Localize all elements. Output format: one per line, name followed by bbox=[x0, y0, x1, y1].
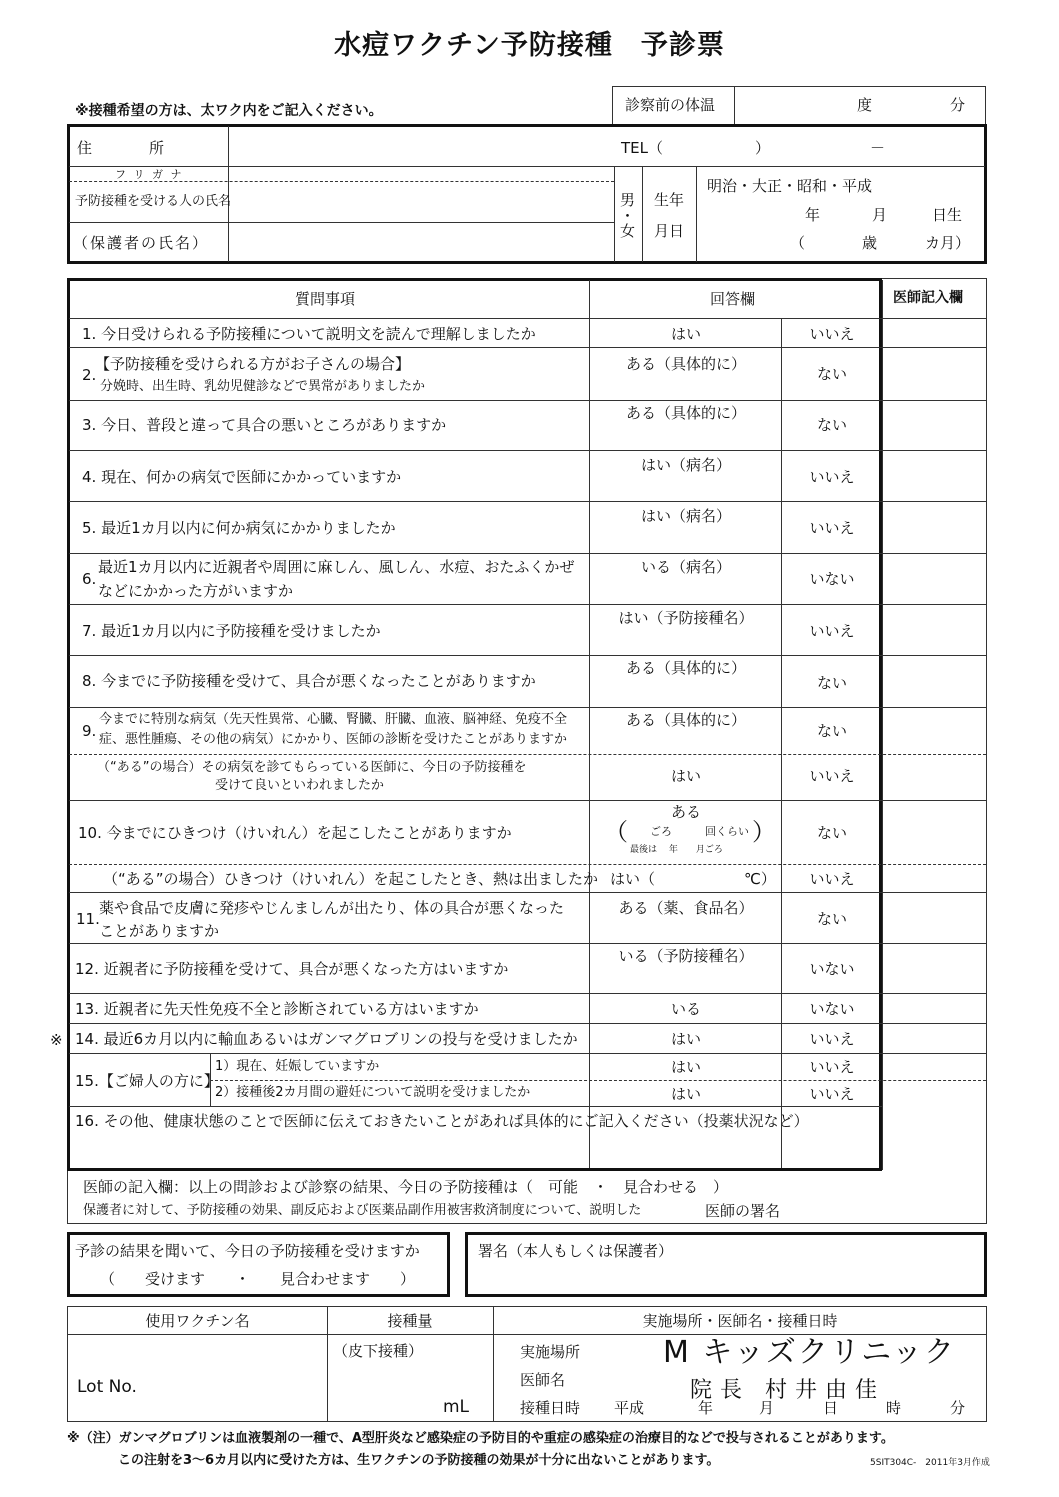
header-answer: 回答欄 bbox=[710, 290, 756, 308]
q15-2-answer-yes[interactable]: はい bbox=[670, 1085, 701, 1103]
vaccine-dose-header: 接種量 bbox=[387, 1312, 433, 1330]
q10b-answer-no[interactable]: いいえ bbox=[809, 870, 855, 888]
divider bbox=[614, 166, 615, 262]
footnote-line2: この注射を3～6カ月以内に受けた方は、生ワクチンの予防接種の効果が十分に出ないことがあります。 bbox=[118, 1453, 720, 1468]
divider bbox=[69, 166, 985, 167]
q16-text: 16. その他、健康状態のことで医師に伝えておきたいことがあれば具体的にご記入ください（投薬状況など） bbox=[75, 1112, 809, 1130]
divider bbox=[69, 707, 986, 708]
divider bbox=[882, 280, 883, 1170]
divider bbox=[69, 892, 986, 893]
form-title: 水痘ワクチン予防接種 予診票 bbox=[334, 30, 725, 61]
divider bbox=[69, 347, 986, 348]
q6-line2: などにかかった方がいますか bbox=[98, 582, 294, 600]
divider bbox=[642, 166, 643, 262]
q10-answer-no[interactable]: ない bbox=[816, 824, 847, 842]
q1-answer-no[interactable]: いいえ bbox=[809, 325, 855, 343]
divider bbox=[781, 318, 782, 1168]
q15-sub2: 2）接種後2カ月間の避妊について説明を受けましたか bbox=[215, 1085, 531, 1100]
temperature-deg: 度 bbox=[857, 96, 873, 114]
q10-answer-yes[interactable]: ある bbox=[670, 803, 701, 821]
q3-answer-no[interactable]: ない bbox=[816, 416, 847, 434]
q11-answer-yes[interactable]: ある（薬、食品名） bbox=[618, 899, 754, 917]
q10b-answer-yes[interactable]: はい（ bbox=[610, 870, 656, 888]
age-open: （ bbox=[790, 234, 806, 252]
lot-field[interactable] bbox=[70, 1337, 324, 1419]
q9-answer-no[interactable]: ない bbox=[816, 722, 847, 740]
divider bbox=[69, 1106, 882, 1107]
q12-answer-no[interactable]: いない bbox=[809, 960, 855, 978]
q10b-answer-unit: ℃） bbox=[744, 870, 776, 888]
doctor-line2: 保護者に対して、予防接種の効果、副反応および医薬品副作用被害救済制度について、説明した bbox=[83, 1203, 642, 1218]
q11-num: 11. bbox=[76, 910, 100, 928]
q2-line1: 【予防接種を受けられる方がお子さんの場合】 bbox=[95, 355, 411, 373]
address-field[interactable] bbox=[230, 128, 610, 164]
divider bbox=[69, 318, 986, 319]
q7-answer-yes[interactable]: はい（予防接種名） bbox=[618, 609, 754, 627]
guardian-label: （保護者の氏名） bbox=[73, 234, 210, 252]
q9b-answer-yes[interactable]: はい bbox=[670, 767, 701, 785]
q1-answer-yes[interactable]: はい bbox=[670, 325, 701, 343]
notice-text: ※接種希望の方は、太ワク内をご記入ください。 bbox=[75, 103, 383, 119]
q4-text: 4. 現在、何かの病気で医師にかかっていますか bbox=[82, 468, 402, 486]
doctor-name-label: 医師名 bbox=[520, 1371, 566, 1389]
q9-num: 9. bbox=[82, 722, 97, 740]
q15-1-answer-yes[interactable]: はい bbox=[670, 1058, 701, 1076]
date-year: 年 bbox=[805, 206, 821, 224]
sex-female[interactable]: 女 bbox=[620, 222, 636, 240]
doctor-line1: 医師の記入欄：以上の問診および診察の結果、今日の予防接種は（ 可能 ・ 見合わせる ） bbox=[83, 1178, 729, 1196]
divider bbox=[69, 553, 986, 554]
q10b-text: （“ある”の場合）ひきつけ（けいれん）を起こしたとき、熱は出ましたか bbox=[103, 870, 598, 888]
date-era: 平成 bbox=[614, 1399, 645, 1417]
q5-text: 5. 最近1カ月以内に何か病気にかかりましたか bbox=[82, 519, 396, 537]
q4-answer-yes[interactable]: はい（病名） bbox=[640, 456, 731, 474]
consent-question: 予診の結果を聞いて、今日の予防接種を受けますか bbox=[75, 1242, 420, 1260]
q3-text: 3. 今日、普段と違って具合の悪いところがありますか bbox=[82, 416, 447, 434]
q6-line1: 最近1カ月以内に近親者や周囲に麻しん、風しん、水痘、おたふくかぜ bbox=[98, 558, 575, 576]
q2-num: 2. bbox=[82, 366, 97, 384]
q9-line1: 今までに特別な病気（先天性異常、心臓、腎臓、肝臓、血液、脳神経、免疫不全 bbox=[99, 712, 568, 727]
name-label: 予防接種を受ける人の氏名 bbox=[75, 194, 232, 209]
divider bbox=[69, 222, 614, 223]
date-month-unit: 月 bbox=[759, 1399, 775, 1417]
tel-field[interactable] bbox=[680, 128, 980, 164]
vaccine-name-header: 使用ワクチン名 bbox=[145, 1312, 250, 1330]
q6-answer-yes[interactable]: いる（病名） bbox=[640, 558, 731, 576]
q4-answer-no[interactable]: いいえ bbox=[809, 468, 855, 486]
era-options[interactable]: 明治・大正・昭和・平成 bbox=[707, 177, 873, 195]
date-label: 接種日時 bbox=[520, 1399, 581, 1417]
q15-sub1: 1）現在、妊娠していますか bbox=[215, 1059, 380, 1074]
consent-options[interactable]: （ 受けます ・ 見合わせます ） bbox=[100, 1270, 416, 1288]
q9b-answer-no[interactable]: いいえ bbox=[809, 767, 855, 785]
q9b-line1: （“ある”の場合）その病気を診てもらっている医師に、今日の予防接種を bbox=[97, 760, 527, 775]
divider bbox=[69, 1053, 986, 1054]
birth-label-2: 月日 bbox=[654, 222, 685, 240]
q15-2-answer-no[interactable]: いいえ bbox=[809, 1085, 855, 1103]
q10-paren-right: ） bbox=[752, 818, 776, 846]
q5-answer-yes[interactable]: はい（病名） bbox=[640, 507, 731, 525]
q10-answer-sub1: ごろ 回くらい bbox=[650, 825, 749, 838]
q2-answer-yes[interactable]: ある（具体的に） bbox=[625, 355, 746, 373]
divider bbox=[69, 501, 986, 502]
divider bbox=[696, 166, 697, 262]
q15-label: 15.【ご婦人の方に】 bbox=[75, 1072, 219, 1090]
date-year-unit: 年 bbox=[698, 1399, 714, 1417]
q12-text: 12. 近親者に予防接種を受けて、具合が悪くなった方はいますか bbox=[75, 960, 509, 978]
divider bbox=[69, 604, 986, 605]
q14-mark: ※ bbox=[50, 1031, 63, 1049]
q2-answer-no[interactable]: ない bbox=[816, 365, 847, 383]
divider bbox=[69, 1023, 986, 1024]
divider bbox=[69, 800, 986, 801]
q12-answer-yes[interactable]: いる（予防接種名） bbox=[618, 947, 754, 965]
doctor-name: 院長 村井由佳 bbox=[690, 1378, 885, 1403]
temperature-min: 分 bbox=[950, 96, 966, 114]
q15-1-answer-no[interactable]: いいえ bbox=[809, 1058, 855, 1076]
furigana-label: フ リ ガ ナ bbox=[115, 168, 184, 181]
q10-answer-sub2: 最後は 年 月ごろ bbox=[630, 845, 723, 855]
q11-line1: 薬や食品で皮膚に発疹やじんましんが出たり、体の具合が悪くなった bbox=[99, 899, 565, 917]
q1-text: 1. 今日受けられる予防接種について説明文を読んで理解しましたか bbox=[82, 325, 536, 343]
q5-answer-no[interactable]: いいえ bbox=[809, 519, 855, 537]
sex-dot: ・ bbox=[620, 207, 636, 225]
q13-text: 13. 近親者に先天性免疫不全と診断されている方はいますか bbox=[75, 1000, 479, 1018]
q14-text: 14. 最近6カ月以内に輸血あるいはガンマグロブリンの投与を受けましたか bbox=[75, 1030, 578, 1048]
date-month: 月 bbox=[872, 206, 888, 224]
header-doctor: 医師記入欄 bbox=[893, 290, 963, 306]
q6-answer-no[interactable]: いない bbox=[809, 570, 855, 588]
divider bbox=[69, 655, 986, 656]
sex-male[interactable]: 男 bbox=[620, 191, 636, 209]
q8-answer-no[interactable]: ない bbox=[816, 674, 847, 692]
q7-answer-no[interactable]: いいえ bbox=[809, 622, 855, 640]
divider bbox=[734, 86, 735, 124]
q11-line2: ことがありますか bbox=[99, 922, 220, 940]
tel-label: TEL（ bbox=[621, 139, 663, 157]
vaccine-place-header: 実施場所・医師名・接種日時 bbox=[642, 1312, 838, 1330]
date-day: 日生 bbox=[932, 206, 963, 224]
q13-answer-yes[interactable]: いる bbox=[670, 1000, 701, 1018]
divider bbox=[69, 943, 986, 944]
birth-label-1: 生年 bbox=[654, 191, 685, 209]
tel-close: ） bbox=[755, 139, 771, 157]
date-hour-unit: 時 bbox=[886, 1399, 902, 1417]
footnote-line1: ※（注）ガンマグロブリンは血液製剤の一種で、A型肝炎など感染症の予防目的や重症の感染症の治療目的などで投与されることがあります。 bbox=[67, 1431, 894, 1446]
divider bbox=[69, 400, 986, 401]
divider bbox=[69, 864, 986, 865]
q9-line2: 症、悪性腫瘍、その他の病気）にかかり、医師の診断を受けたことがありますか bbox=[99, 732, 568, 747]
q8-answer-yes[interactable]: ある（具体的に） bbox=[625, 659, 746, 677]
place-label: 実施場所 bbox=[520, 1343, 581, 1361]
divider bbox=[69, 993, 986, 994]
q16-field[interactable] bbox=[72, 1132, 877, 1166]
address-label: 住 所 bbox=[77, 139, 168, 157]
dose-unit: mL bbox=[443, 1397, 470, 1417]
header-question: 質問事項 bbox=[295, 290, 356, 308]
form-code: 5SIT304C- 2011年3月作成 bbox=[870, 1458, 990, 1468]
date-day-unit: 日 bbox=[823, 1399, 839, 1417]
q13-answer-no[interactable]: いない bbox=[809, 1000, 855, 1018]
q14-answer-no[interactable]: いいえ bbox=[809, 1030, 855, 1048]
divider bbox=[210, 1080, 986, 1081]
q10-paren-left: （ bbox=[604, 818, 628, 846]
divider bbox=[69, 450, 986, 451]
date-minute-unit: 分 bbox=[950, 1399, 966, 1417]
lot-label: Lot No. bbox=[77, 1377, 137, 1397]
name-field[interactable] bbox=[230, 168, 612, 220]
doctor-signature: 医師の署名 bbox=[705, 1202, 781, 1220]
q2-line2: 分娩時、出生時、乳幼児健診などで異常がありましたか bbox=[100, 379, 426, 394]
tel-dash: － bbox=[870, 139, 886, 157]
temperature-label: 診察前の体温 bbox=[625, 96, 716, 114]
clinic-name: M キッズクリニック bbox=[663, 1335, 957, 1370]
q7-text: 7. 最近1カ月以内に予防接種を受けましたか bbox=[82, 622, 381, 640]
age-months: カ月） bbox=[925, 234, 971, 252]
q9b-line2: 受けて良いといわれましたか bbox=[215, 778, 385, 793]
divider bbox=[69, 754, 986, 755]
q9-answer-yes[interactable]: ある（具体的に） bbox=[625, 711, 746, 729]
route-label: （皮下接種） bbox=[333, 1342, 424, 1360]
q14-answer-yes[interactable]: はい bbox=[670, 1030, 701, 1048]
age-years: 歳 bbox=[862, 234, 878, 252]
q11-answer-no[interactable]: ない bbox=[816, 910, 847, 928]
q8-text: 8. 今までに予防接種を受けて、具合が悪くなったことがありますか bbox=[82, 672, 536, 690]
q10-text: 10. 今までにひきつけ（けいれん）を起こしたことがありますか bbox=[78, 824, 512, 842]
signature-label: 署名（本人もしくは保護者） bbox=[478, 1242, 674, 1260]
divider bbox=[589, 280, 590, 1168]
q3-answer-yes[interactable]: ある（具体的に） bbox=[625, 404, 746, 422]
q6-num: 6. bbox=[82, 570, 97, 588]
guardian-field[interactable] bbox=[230, 224, 612, 260]
